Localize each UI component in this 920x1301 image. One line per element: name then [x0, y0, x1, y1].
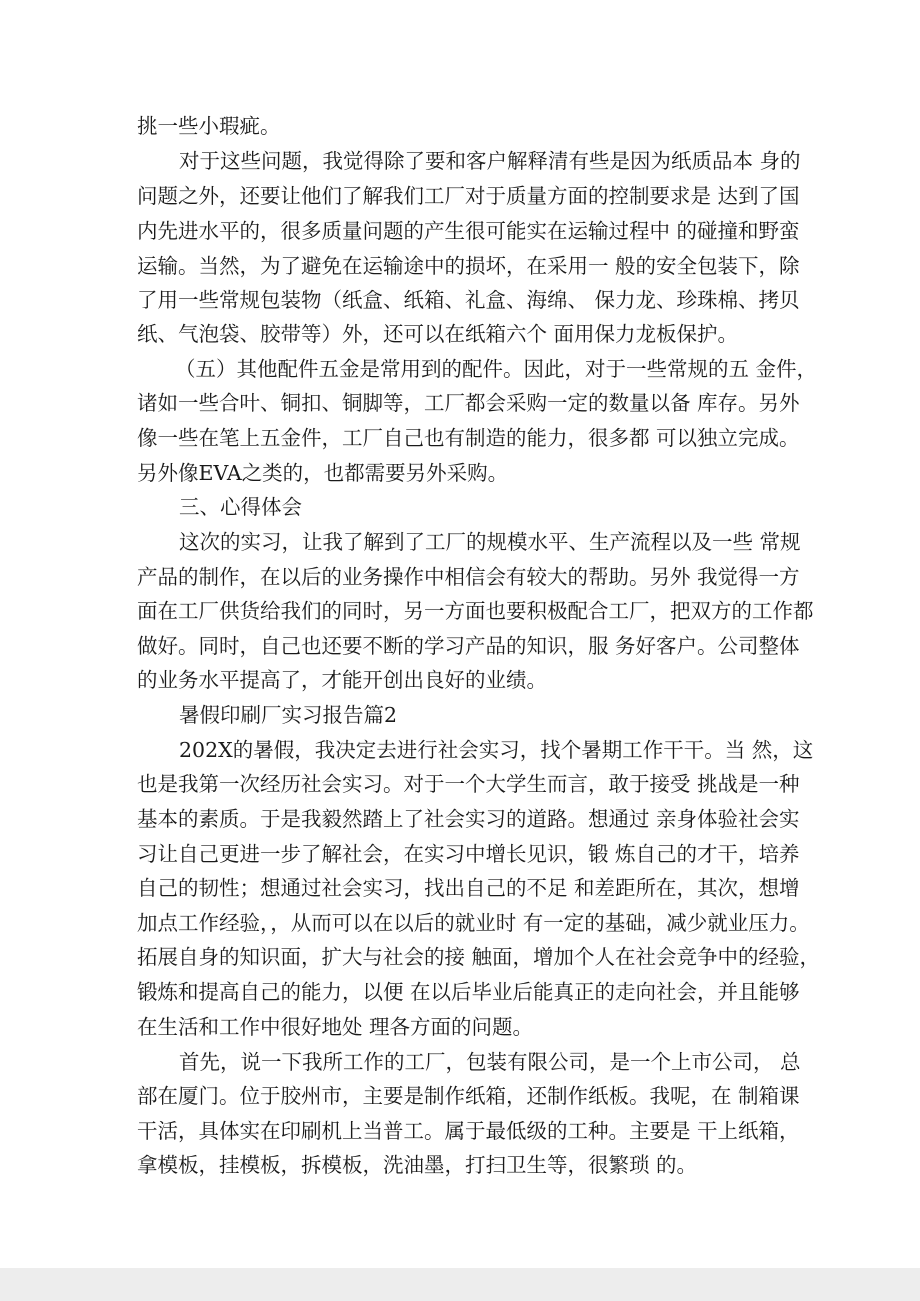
- text-line: 锻炼和提高自己的能力，以便 在以后毕业后能真正的走向社会，并且能够: [137, 980, 800, 1004]
- paragraph-first-line: 对于这些问题，我觉得除了要和客户解释清有些是因为纸质品本 身的: [179, 149, 801, 173]
- text-line: 拓展自身的知识面，扩大与社会的接 触面，增加个人在社会竞争中的经验，: [137, 945, 821, 969]
- text-line: 拿模板，挂模板，拆模板，洗油墨，打扫卫生等，很繁琐 的。: [137, 1153, 698, 1177]
- text-line: 挑一些小瑕疵。: [137, 114, 281, 138]
- text-line: 纸、气泡袋、胶带等）外，还可以在纸箱六个 面用保力龙板保护。: [137, 322, 739, 346]
- text-line: 内先进水平的，很多质量问题的产生很可能实在运输过程中 的碰撞和野蛮: [137, 219, 800, 243]
- article-title: 暑假印刷厂实习报告篇2: [179, 703, 398, 727]
- text-line: 另外像EVA之类的，也都需要另外采购。: [137, 461, 509, 485]
- text-line: 面在工厂供货给我们的同时，另一方面也要积极配合工厂，把双方的工作都: [137, 599, 814, 623]
- text-line: 像一些在笔上五金件，工厂自己也有制造的能力，很多都 可以独立完成。: [137, 426, 800, 450]
- text-line: 问题之外，还要让他们了解我们工厂对于质量方面的控制要求是 达到了国: [137, 184, 800, 208]
- text-line: 了用一些常规包装物（纸盒、纸箱、礼盒、海绵、 保力龙、珍珠棉、拷贝: [137, 288, 800, 312]
- text-line: 在生活和工作中很好地处 理各方面的问题。: [137, 1015, 534, 1039]
- footer-bar: [0, 1268, 920, 1301]
- text-line: 的业务水平提高了，才能开创出良好的业绩。: [137, 668, 547, 692]
- text-line: 自己的韧性；想通过社会实习，找出自己的不足 和差距所在，其次，想增: [137, 876, 800, 900]
- paragraph-first-line: （五）其他配件五金是常用到的配件。因此，对于一些常规的五 金件，: [175, 357, 818, 381]
- text-line: 产品的制作，在以后的业务操作中相信会有较大的帮助。另外 我觉得一方: [137, 565, 800, 589]
- text-line: 干活，具体实在印刷机上当普工。属于最低级的工种。主要是 干上纸箱，: [137, 1119, 800, 1143]
- text-line: 基本的素质。于是我毅然踏上了社会实习的道路。想通过 亲身体验社会实: [137, 807, 800, 831]
- paragraph-first-line: 首先，说一下我所工作的工厂，包装有限公司，是一个上市公司， 总: [179, 1050, 801, 1074]
- paragraph-first-line: 202X的暑假，我决定去进行社会实习，找个暑期工作干干。当 然，这: [179, 738, 814, 762]
- text-line: 运输。当然，为了避免在运输途中的损坏，在采用一 般的安全包装下，除: [137, 254, 800, 278]
- text-line: 部在厦门。位于胶州市，主要是制作纸箱，还制作纸板。我呢，在 制箱课: [137, 1084, 800, 1108]
- text-line: 习让自己更进一步了解社会，在实习中增长见识，锻 炼自己的才干，培养: [137, 842, 800, 866]
- text-line: 诸如一些合叶、铜扣、铜脚等，工厂都会采购一定的数量以备 库存。另外: [137, 391, 800, 415]
- text-line: 加点工作经验，，从而可以在以后的就业时 有一定的基础，减少就业压力。: [137, 911, 810, 935]
- text-line: 做好。同时，自己也还要不断的学习产品的知识，服 务好客户。公司整体: [137, 634, 800, 658]
- section-heading: 三、心得体会: [179, 495, 302, 519]
- paragraph-first-line: 这次的实习，让我了解到了工厂的规模水平、生产流程以及一些 常规: [179, 530, 801, 554]
- text-line: 也是我第一次经历社会实习。对于一个大学生而言，敢于接受 挑战是一种: [137, 772, 800, 796]
